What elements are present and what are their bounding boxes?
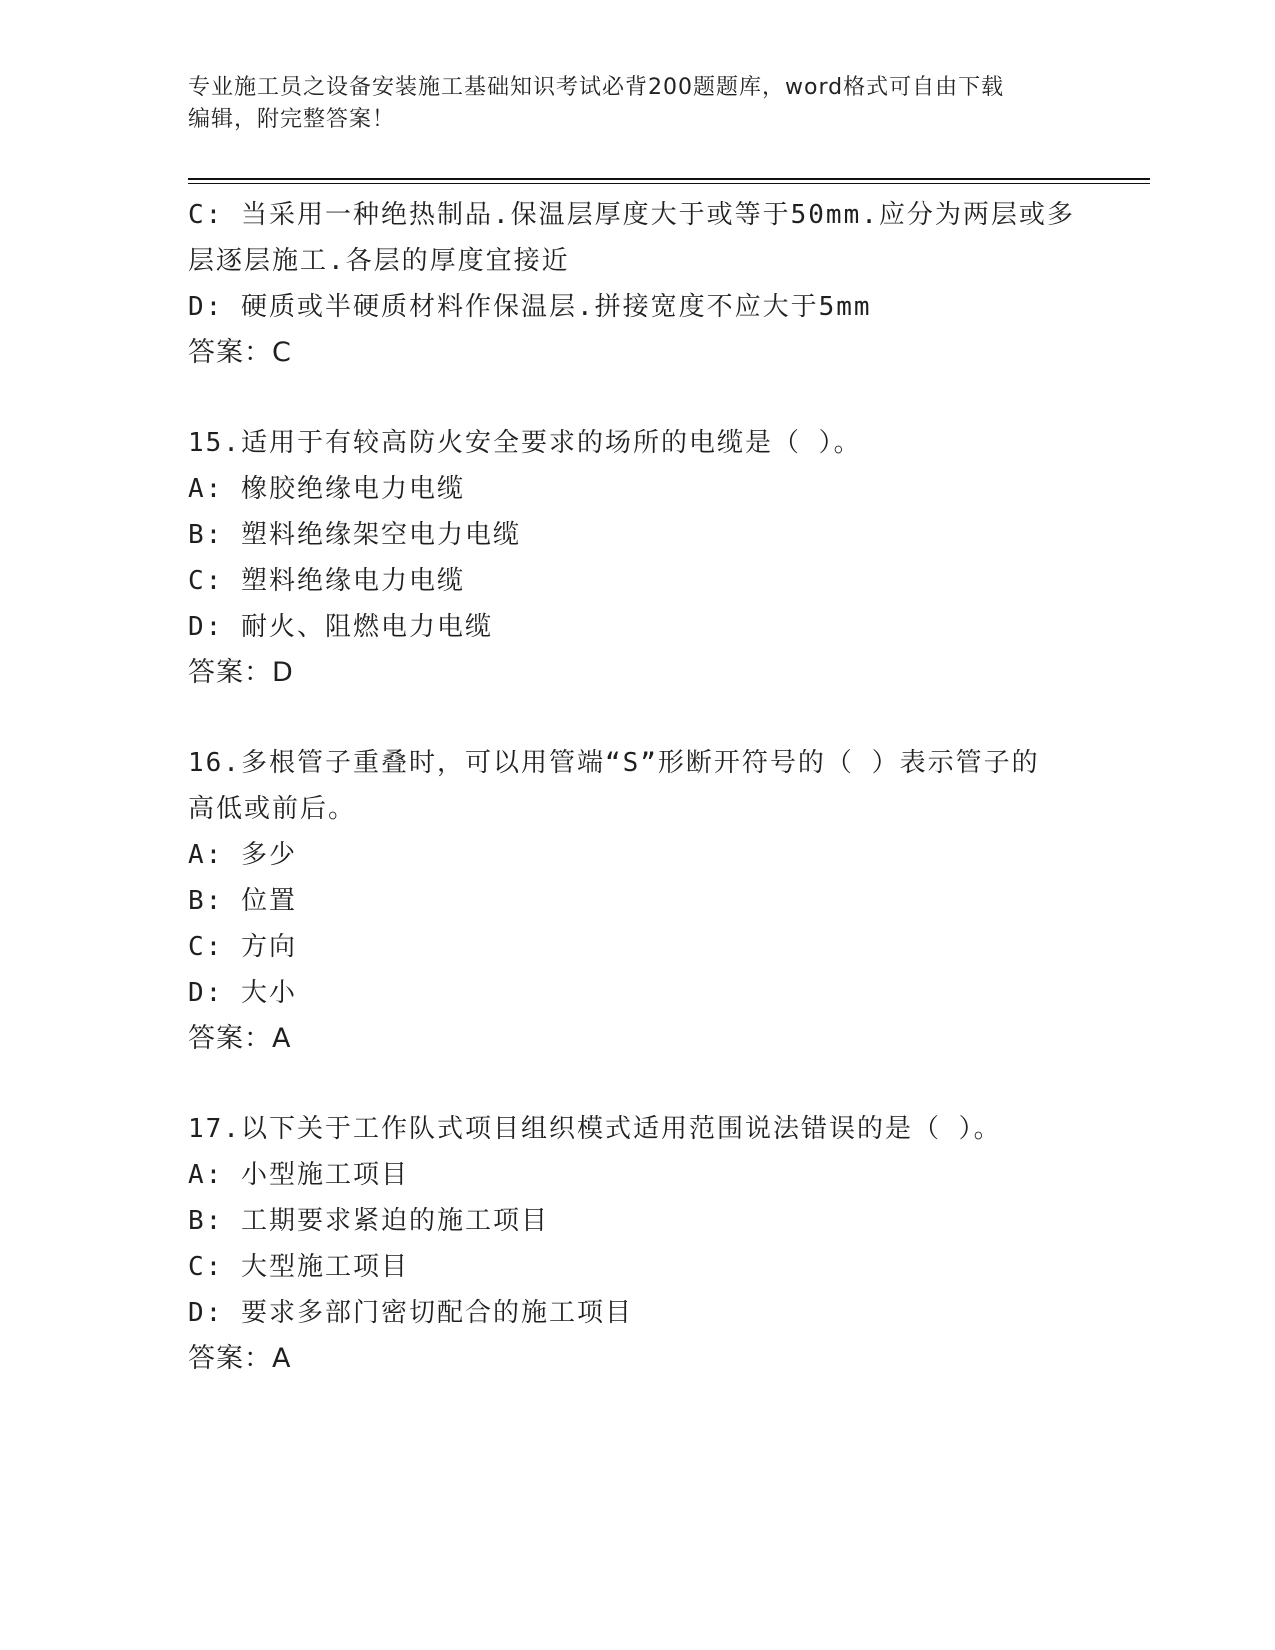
spacer: [188, 1062, 1108, 1106]
question-17: [188, 1106, 1108, 1382]
option-c: C: 方向: [188, 932, 297, 962]
option-c-line-1: C: 当采用一种绝热制品.保温层厚度大于或等于50mm.应分为两层或多: [188, 200, 1075, 230]
option-c-line-2: 层逐层施工.各层的厚度宜接近: [188, 246, 570, 276]
question-15: [188, 420, 1108, 696]
answer: 答案：A: [188, 1023, 292, 1054]
header-divider-thick: [188, 178, 1150, 180]
option-b: B: 位置: [188, 886, 297, 916]
spacer: [188, 376, 1108, 420]
question-stem: 15.适用于有较高防火安全要求的场所的电缆是（ ）。: [188, 428, 862, 458]
document-header: [188, 72, 1088, 136]
option-b: B: 塑料绝缘架空电力电缆: [188, 520, 521, 550]
option-c: C: 塑料绝缘电力电缆: [188, 566, 465, 596]
question-stem: 16.多根管子重叠时，可以用管端“S”形断开符号的（ ）表示管子的: [188, 748, 1040, 778]
option-a: A: 橡胶绝缘电力电缆: [188, 474, 465, 504]
question-stem-line-2: 高低或前后。: [188, 794, 357, 824]
option-c: C: 大型施工项目: [188, 1252, 409, 1282]
question-16: [188, 740, 1108, 1062]
answer: 答案：C: [188, 337, 292, 368]
option-d: D: 耐火、阻燃电力电缆: [188, 612, 493, 642]
header-divider-thin: [188, 183, 1150, 184]
answer: 答案：A: [188, 1343, 292, 1374]
question-14-continuation: [188, 192, 1108, 376]
option-d: D: 要求多部门密切配合的施工项目: [188, 1298, 633, 1328]
question-stem: 17.以下关于工作队式项目组织模式适用范围说法错误的是（ ）。: [188, 1114, 1002, 1144]
header-line-2: 编辑，附完整答案！: [188, 107, 396, 132]
option-d: D: 大小: [188, 978, 297, 1008]
option-d: D: 硬质或半硬质材料作保温层.拼接宽度不应大于5mm: [188, 292, 872, 322]
answer: 答案：D: [188, 657, 294, 688]
option-b: B: 工期要求紧迫的施工项目: [188, 1206, 549, 1236]
document-body: [188, 192, 1108, 1382]
option-a: A: 小型施工项目: [188, 1160, 409, 1190]
spacer: [188, 696, 1108, 740]
header-line-1: 专业施工员之设备安装施工基础知识考试必背200题题库，word格式可自由下载: [188, 75, 1005, 100]
option-a: A: 多少: [188, 840, 297, 870]
